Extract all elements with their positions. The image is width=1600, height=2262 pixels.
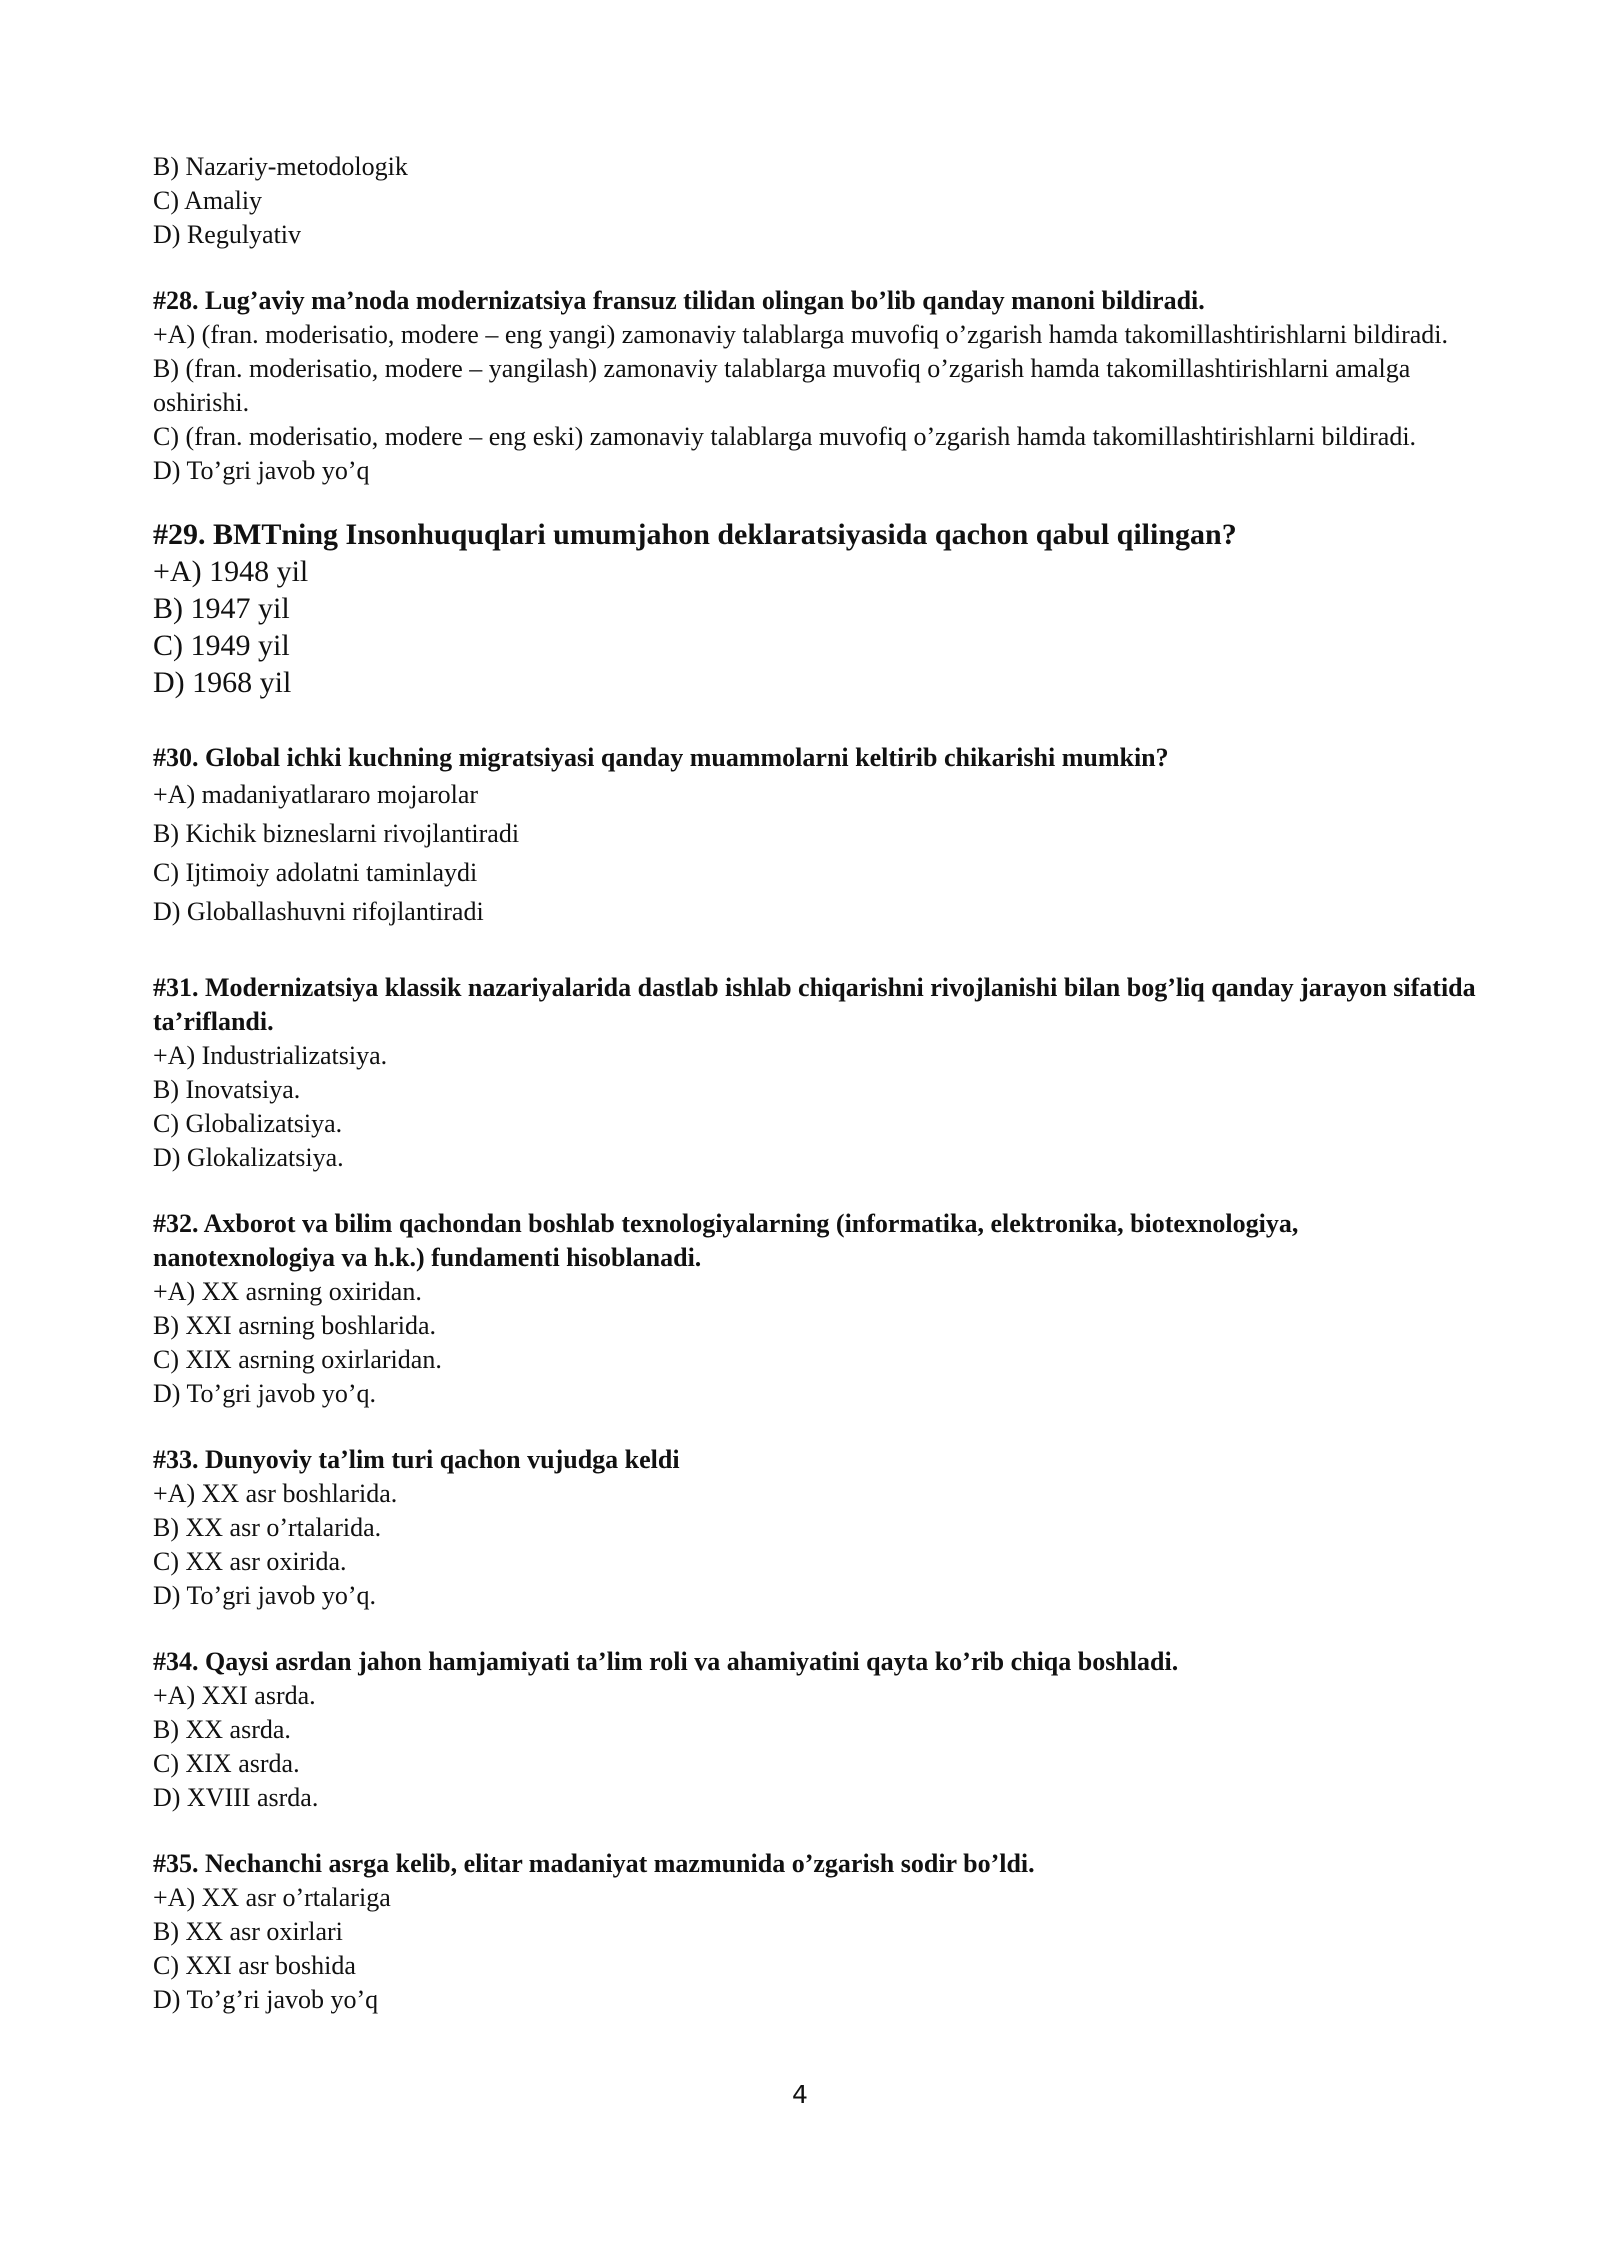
question-number: #35. — [153, 1849, 199, 1878]
option-a: +A) XXI asrda. — [153, 1681, 316, 1710]
question-number: #34. — [153, 1647, 199, 1676]
option-c: C) XXI asr boshida — [153, 1951, 356, 1980]
question-27-continuation — [153, 150, 1483, 252]
question-number: #30. — [153, 743, 199, 772]
question-heading — [153, 1847, 1483, 1881]
option-b: B) 1947 yil — [153, 592, 290, 625]
question-heading — [153, 971, 1483, 1039]
question-number: #31. — [153, 973, 199, 1002]
question-heading — [153, 1207, 1483, 1275]
option-b: B) XXI asrning boshlarida. — [153, 1311, 437, 1340]
question-text: BMTning Insonhuquqlari umumjahon deklaratsiyasida qachon qabul qilingan? — [213, 518, 1237, 551]
question-heading — [153, 516, 1483, 553]
question-heading — [153, 1645, 1483, 1679]
question-number: #29. — [153, 518, 206, 551]
option-d: D) To’gri javob yo’q — [153, 456, 370, 485]
question-28 — [153, 284, 1483, 488]
question-30 — [153, 741, 1483, 931]
option-a: +A) 1948 yil — [153, 555, 309, 588]
option-c: C) (fran. moderisatio, modere – eng eski) zamonaviy talablarga muvofiq o’zgarish hamda takomillashtirishlarni bildiradi. — [153, 422, 1417, 451]
option-d: D) To’g’ri javob yo’q — [153, 1985, 379, 2014]
question-heading — [153, 741, 1483, 775]
option-d: D) To’gri javob yo’q. — [153, 1379, 376, 1408]
option-a: +A) XX asr o’rtalariga — [153, 1883, 391, 1912]
question-text: Lug’aviy ma’noda modernizatsiya fransuz tilidan olingan bo’lib qanday manoni bildiradi. — [205, 286, 1205, 315]
option-c: C) XIX asrning oxirlaridan. — [153, 1345, 442, 1374]
option-d: D) 1968 yil — [153, 666, 292, 699]
option-b: B) XX asr o’rtalarida. — [153, 1513, 382, 1542]
option-c: C) Amaliy — [153, 186, 263, 215]
question-text: Axborot va bilim qachondan boshlab texnologiyalarning (informatika, elektronika, biotexnologiya, nanotexnologiya va h.k.) fundamenti hisoblanadi. — [153, 1209, 1299, 1272]
question-number: #28. — [153, 286, 199, 315]
question-33 — [153, 1443, 1483, 1613]
option-a: +A) XX asr boshlarida. — [153, 1479, 398, 1508]
option-a: +A) Industrializatsiya. — [153, 1041, 388, 1070]
option-d: D) To’gri javob yo’q. — [153, 1581, 376, 1610]
page-number: 4 — [792, 2080, 808, 2109]
question-35 — [153, 1847, 1483, 2017]
option-b: B) Nazariy-metodologik — [153, 152, 408, 181]
question-heading — [153, 284, 1483, 318]
option-c: C) XIX asrda. — [153, 1749, 300, 1778]
option-b: B) XX asrda. — [153, 1715, 291, 1744]
option-c: C) Globalizatsiya. — [153, 1109, 343, 1138]
option-c: C) Ijtimoiy adolatni taminlaydi — [153, 858, 478, 887]
question-text: Qaysi asrdan jahon hamjamiyati ta’lim roli va ahamiyatini qayta ko’rib chiqa boshladi. — [205, 1647, 1179, 1676]
question-text: Global ichki kuchning migratsiyasi qanday muammolarni keltirib chikarishi mumkin? — [205, 743, 1169, 772]
option-b: B) Kichik bizneslarni rivojlantiradi — [153, 819, 520, 848]
question-number: #33. — [153, 1445, 199, 1474]
option-c: C) 1949 yil — [153, 629, 290, 662]
question-text: Modernizatsiya klassik nazariyalarida dastlab ishlab chiqarishni rivojlanishi bilan bog’liq qanday jarayon sifatida ta’riflandi. — [153, 973, 1476, 1036]
option-d: D) Regulyativ — [153, 220, 302, 249]
option-d: D) Globallashuvni rifojlantiradi — [153, 897, 484, 926]
option-a: +A) XX asrning oxiridan. — [153, 1277, 422, 1306]
page-content — [153, 150, 1483, 2017]
option-d: D) XVIII asrda. — [153, 1783, 319, 1812]
option-a: +A) (fran. moderisatio, modere – eng yangi) zamonaviy talablarga muvofiq o’zgarish hamda takomillashtirishlarni bildiradi. — [153, 320, 1449, 349]
question-32 — [153, 1207, 1483, 1411]
question-31 — [153, 971, 1483, 1175]
option-b: B) (fran. moderisatio, modere – yangilash) zamonaviy talablarga muvofiq o’zgarish hamda takomillashtirishlarni amalga oshirishi. — [153, 354, 1411, 417]
question-34 — [153, 1645, 1483, 1815]
question-heading — [153, 1443, 1483, 1477]
question-text: Nechanchi asrga kelib, elitar madaniyat mazmunida o’zgarish sodir bo’ldi. — [205, 1849, 1035, 1878]
option-c: C) XX asr oxirida. — [153, 1547, 347, 1576]
option-b: B) Inovatsiya. — [153, 1075, 301, 1104]
question-text: Dunyoviy ta’lim turi qachon vujudga keldi — [205, 1445, 680, 1474]
question-number: #32. — [153, 1209, 199, 1238]
question-29 — [153, 516, 1483, 701]
option-b: B) XX asr oxirlari — [153, 1917, 343, 1946]
option-a: +A) madaniyatlararo mojarolar — [153, 780, 479, 809]
option-d: D) Glokalizatsiya. — [153, 1143, 344, 1172]
